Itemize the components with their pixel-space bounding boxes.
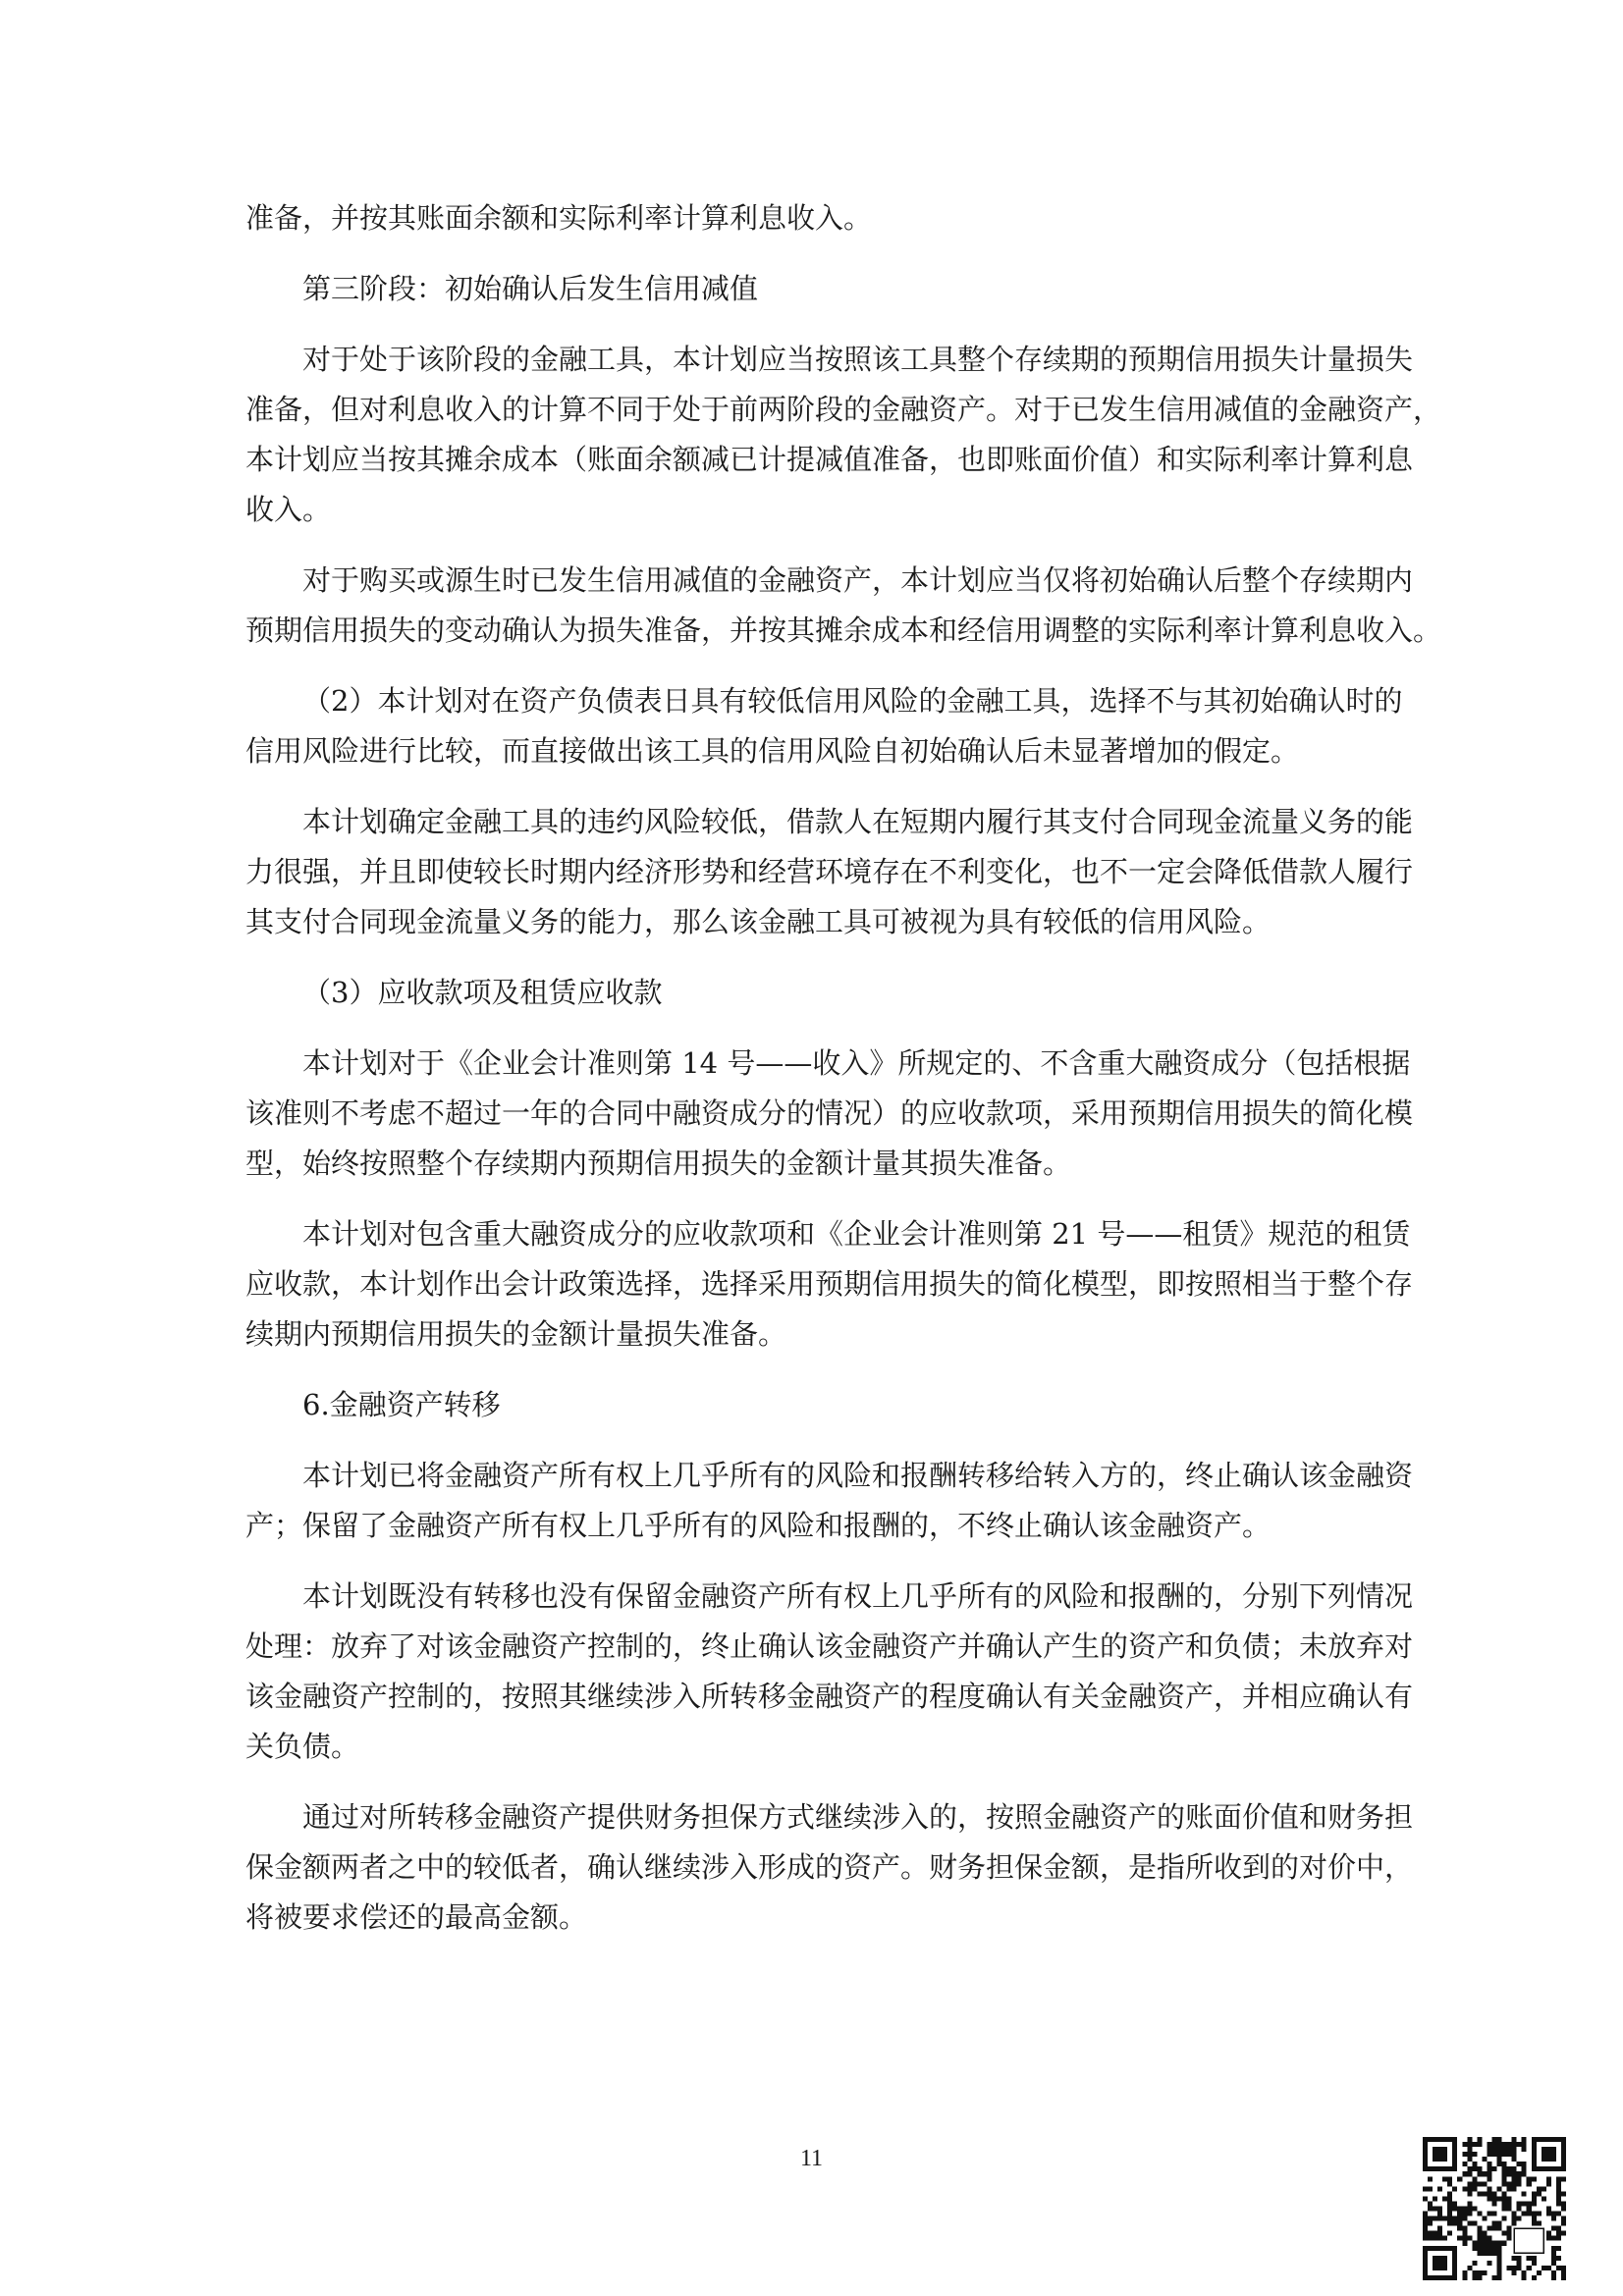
text-line: 本计划应当按其摊余成本（账面余额减已计提减值准备，也即账面价值）和实际利率计算利息 (245, 443, 1414, 476)
text-line: 其支付合同现金流量义务的能力，那么该金融工具可被视为具有较低的信用风险。 (245, 905, 1271, 938)
text-line: （2）本计划对在资产负债表日具有较低信用风险的金融工具，选择不与其初始确认时的 (302, 684, 1403, 718)
paragraph (245, 1451, 1434, 1551)
paragraph (245, 1209, 1434, 1360)
text-line: 6.金融资产转移 (302, 1388, 501, 1421)
text-line: 收入。 (245, 493, 332, 526)
text-line: 关负债。 (245, 1730, 360, 1763)
text-line: 将被要求偿还的最高金额。 (245, 1900, 588, 1934)
text-line: 准备，但对利息收入的计算不同于处于前两阶段的金融资产。对于已发生信用减值的金融资产， (245, 393, 1442, 426)
text-line: 本计划确定金融工具的违约风险较低，借款人在短期内履行其支付合同现金流量义务的能 (302, 805, 1414, 838)
paragraph (245, 676, 1434, 776)
paragraph (245, 797, 1434, 947)
text-line: 保金额两者之中的较低者，确认继续涉入形成的资产。财务担保金额，是指所收到的对价中， (245, 1850, 1414, 1884)
text-line: （3）应收款项及租赁应收款 (302, 976, 663, 1009)
text-line: 通过对所转移金融资产提供财务担保方式继续涉入的，按照金融资产的账面价值和财务担 (302, 1800, 1414, 1834)
text-line: 产；保留了金融资产所有权上几乎所有的风险和报酬的，不终止确认该金融资产。 (245, 1509, 1271, 1542)
text-line: 信用风险进行比较，而直接做出该工具的信用风险自初始确认后未显著增加的假定。 (245, 734, 1300, 768)
page-number: 11 (799, 2146, 824, 2171)
document-body (245, 193, 1442, 1943)
text-line: 本计划对包含重大融资成分的应收款项和《企业会计准则第 21 号——租赁》规范的租赁 (302, 1217, 1411, 1251)
paragraph (245, 193, 1434, 243)
text-line: 该准则不考虑不超过一年的合同中融资成分的情况）的应收款项，采用预期信用损失的简化模 (245, 1096, 1414, 1130)
text-line: 处理：放弃了对该金融资产控制的，终止确认该金融资产并确认产生的资产和负债；未放弃对 (245, 1629, 1414, 1663)
paragraph (245, 556, 1442, 656)
text-line: 本计划既没有转移也没有保留金融资产所有权上几乎所有的风险和报酬的，分别下列情况 (302, 1579, 1414, 1613)
paragraph (245, 1380, 1434, 1430)
paragraph (245, 1572, 1434, 1772)
text-line: 预期信用损失的变动确认为损失准备，并按其摊余成本和经信用调整的实际利率计算利息收入。 (245, 614, 1442, 647)
text-line: 第三阶段：初始确认后发生信用减值 (302, 272, 759, 305)
text-line: 本计划对于《企业会计准则第 14 号——收入》所规定的、不含重大融资成分（包括根据 (302, 1046, 1411, 1080)
text-line: 力很强，并且即使较长时期内经济形势和经营环境存在不利变化，也不一定会降低借款人履行 (245, 855, 1414, 888)
text-line: 对于处于该阶段的金融工具，本计划应当按照该工具整个存续期的预期信用损失计量损失 (302, 343, 1414, 376)
text-line: 型，始终按照整个存续期内预期信用损失的金额计量其损失准备。 (245, 1147, 1072, 1180)
paragraph (245, 264, 1434, 314)
text-line: 对于购买或源生时已发生信用减值的金融资产，本计划应当仅将初始确认后整个存续期内 (302, 563, 1414, 597)
text-line: 该金融资产控制的，按照其继续涉入所转移金融资产的程度确认有关金融资产，并相应确认有 (245, 1680, 1414, 1713)
text-line: 本计划已将金融资产所有权上几乎所有的风险和报酬转移给转入方的，终止确认该金融资 (302, 1459, 1414, 1492)
paragraph (245, 1792, 1434, 1943)
paragraph (245, 968, 1434, 1018)
paragraph (245, 1039, 1434, 1189)
paragraph (245, 335, 1442, 535)
text-line: 准备，并按其账面余额和实际利率计算利息收入。 (245, 201, 873, 235)
qr-code-icon (1423, 2137, 1566, 2280)
text-line: 应收款，本计划作出会计政策选择，选择采用预期信用损失的简化模型，即按照相当于整个存 (245, 1267, 1414, 1301)
text-line: 续期内预期信用损失的金额计量损失准备。 (245, 1317, 787, 1351)
